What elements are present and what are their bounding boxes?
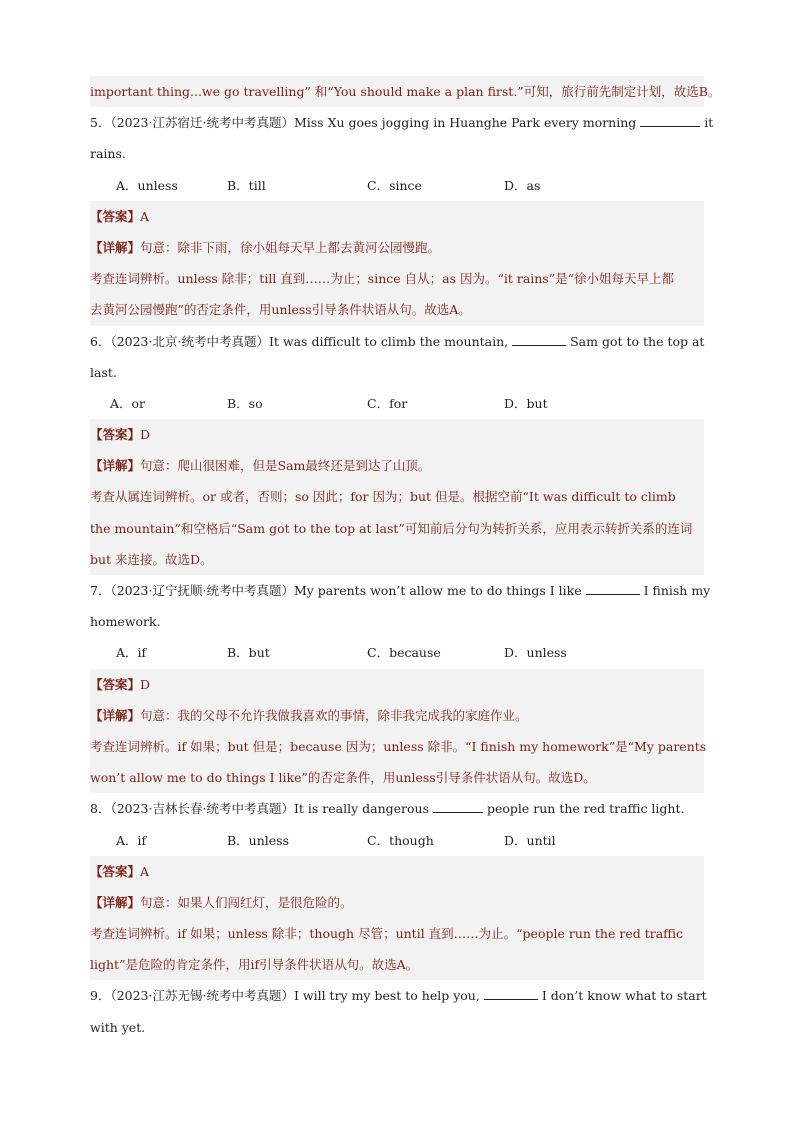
question-9 [90,980,707,1042]
stem-text: I finish my [643,583,711,598]
stem-text: it [704,115,714,131]
question-source: （2023·江苏宿迁·统考中考真题） [110,115,294,131]
detail-intro [90,450,704,481]
answer-line [90,669,704,700]
options-row [90,637,704,668]
detail-text: 句意：我的父母不允许我做我喜欢的事情，除非我完成我的家庭作业。 [140,707,528,723]
question-stem [90,980,707,1011]
option-a: A．or [110,395,146,411]
question-number: 7． [90,583,111,598]
detail-line: light”是危险的肯定条件，用if引导条件状语从句。故选A。 [90,957,419,973]
detail-label: 【详解】 [90,239,141,255]
option-b: B．but [227,645,270,661]
question-number: 9． [90,988,111,1004]
option-c: C．because [367,645,441,661]
answer-block [90,419,704,575]
stem-continuation: rains. [90,146,126,162]
question-source: （2023·北京·统考中考真题） [110,333,269,349]
option-c: C．for [367,395,408,411]
answer-blank [640,112,700,127]
stem-continuation: last. [90,364,117,380]
answer-value: A [140,208,150,224]
answer-label: 【答案】 [90,208,141,224]
stem-text: people run the red traffic light. [486,801,685,817]
answer-block [90,669,707,794]
options-row [90,388,704,419]
detail-intro [90,232,704,263]
detail-text: 句意：如果人们闯红灯，是很危险的。 [140,894,353,910]
answer-blank [484,985,538,1000]
document-page [90,76,721,1043]
option-d: D．but [504,395,548,411]
stem-text: My parents won’t allow me to do things I like [293,583,582,598]
stem-continuation: with yet. [90,1019,146,1035]
detail-line: 去黄河公园慢跑”的否定条件，用unless引导条件状语从句。故选A。 [90,302,471,318]
question-8 [90,793,704,980]
option-a: A．if [116,645,147,661]
answer-value: D [140,427,151,443]
answer-label: 【答案】 [90,863,141,879]
stem-text: I don’t know what to start [541,988,707,1004]
stem-text: Sam got to the top at [570,333,705,349]
answer-label: 【答案】 [90,676,141,692]
question-7 [90,575,711,793]
option-b: B．till [227,177,266,193]
question-number: 8． [90,801,111,817]
detail-line: won’t allow me to do things I like”的否定条件，用unless引导条件状语从句。故选D。 [90,770,596,786]
answer-line [90,201,704,232]
detail-line: 考查连词辨析。if 如果；but 但是；because 因为；unless 除非。“I finish my homework”是“My parents [90,738,707,754]
detail-line: 考查连词辨析。unless 除非；till 直到……为止；since 自从；as 因为。“it rains”是“徐小姐每天早上都 [90,271,675,287]
options-row [90,825,704,856]
option-c: C．since [367,177,422,193]
detail-line: 考查连词辨析。if 如果；unless 除非；though 尽管；until 直到……为止。“people run the red traffic [90,926,684,942]
question-stem [90,575,711,606]
question-number: 6． [90,333,111,349]
answer-line [90,419,704,450]
answer-block [90,201,704,326]
detail-line: 考查从属连词辨析。or 或者，否则；so 因此；for 因为；but 但是。根据空前“It was difficult to climb [90,489,676,505]
question-source: （2023·江苏无锡·统考中考真题） [110,988,294,1004]
detail-intro [90,700,704,731]
answer-blank [512,331,566,346]
options-row [90,170,704,201]
option-c: C．though [367,832,434,848]
question-source: （2023·吉林长春·统考中考真题） [110,801,294,817]
stem-continuation: homework. [90,614,161,630]
question-stem [90,107,714,138]
detail-label: 【详解】 [90,894,141,910]
answer-value: D [140,676,151,692]
answer-value: A [140,863,150,879]
stem-text: I will try my best to help you, [293,988,480,1004]
previous-explanation-tail: important thing...we go travelling” 和“You should make a plan first.”可知，旅行前先制定计划，故选B。 [90,76,704,107]
option-b: B．unless [227,832,290,848]
detail-intro [90,887,704,918]
answer-line [90,856,704,887]
option-a: A．unless [116,177,178,193]
option-d: D．unless [504,645,567,661]
answer-label: 【答案】 [90,427,141,443]
answer-blank [586,580,640,595]
detail-label: 【详解】 [90,707,141,723]
question-6 [90,326,704,576]
detail-text: 句意：除非下雨，徐小姐每天早上都去黄河公园慢跑。 [140,239,441,255]
question-source: （2023·辽宁抚顺·统考中考真题） [110,583,294,598]
question-5 [90,107,714,325]
question-stem [90,793,704,824]
detail-line: but 来连接。故选D。 [90,551,213,567]
stem-text: It is really dangerous [293,801,430,817]
detail-text: 句意：爬山很困难，但是Sam最终还是到达了山顶。 [140,458,431,474]
stem-text: Miss Xu goes jogging in Huanghe Park every morning [293,115,637,131]
option-a: A．if [116,832,147,848]
option-b: B．so [227,395,263,411]
answer-blank [433,798,483,813]
option-d: D．until [504,832,556,848]
question-number: 5． [90,115,111,131]
stem-text: It was difficult to climb the mountain, [268,333,509,349]
option-d: D．as [504,177,541,193]
detail-label: 【详解】 [90,458,141,474]
detail-line: the mountain”和空格后“Sam got to the top at last”可知前后分句为转折关系，应用表示转折关系的连词 [90,520,693,536]
answer-block [90,856,704,981]
question-stem [90,326,704,357]
